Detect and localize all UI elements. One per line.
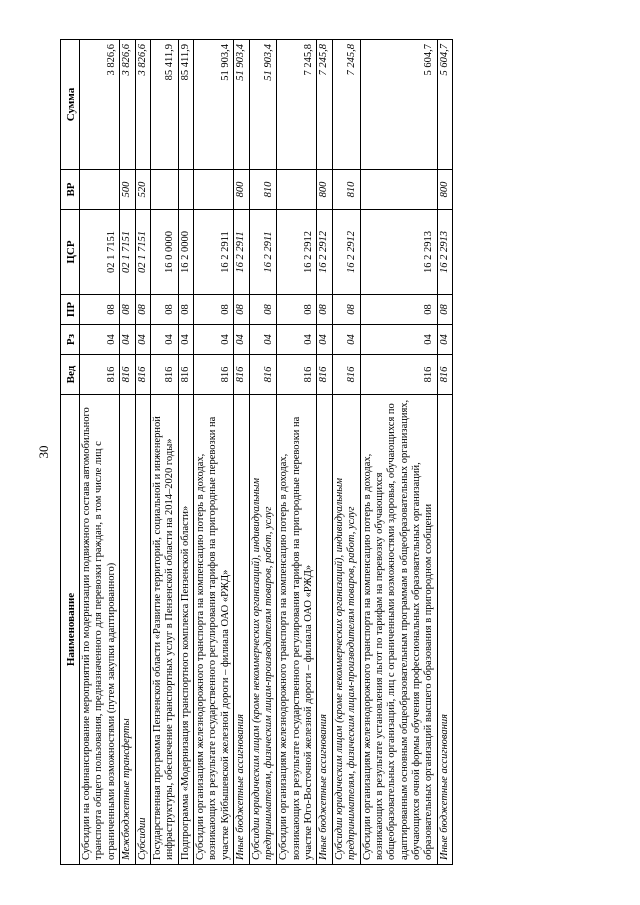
rotated-table-inner [60, 40, 580, 865]
cell-ved: 816 [234, 355, 249, 395]
cell-csr: 02 1 7151 [135, 210, 150, 295]
table-row [178, 40, 193, 865]
cell-sum: 51 903,4 [234, 40, 249, 170]
cell-pr: 08 [360, 295, 437, 325]
table-row [437, 40, 452, 865]
cell-ved: 816 [178, 355, 193, 395]
cell-sum: 51 903,4 [249, 40, 277, 170]
cell-sum: 7 245,8 [317, 40, 332, 170]
cell-rz: 04 [360, 325, 437, 355]
table-row [317, 40, 332, 865]
cell-name: Субсидии на софинансирование мероприятий по модернизации подвижного состава автомобильного транспорта общего пользования, предназначенного для перевозки граждан, в том числе лиц с ограниченными возможностями (путем закупки адаптированного) [80, 395, 120, 865]
table-row [332, 40, 360, 865]
cell-rz: 04 [178, 325, 193, 355]
rotated-table-wrapper [60, 40, 580, 865]
cell-vr [277, 170, 317, 210]
cell-rz: 04 [332, 325, 360, 355]
table-row [277, 40, 317, 865]
cell-sum: 7 245,8 [332, 40, 360, 170]
cell-pr: 08 [332, 295, 360, 325]
cell-vr [360, 170, 437, 210]
table-row [150, 40, 178, 865]
cell-csr: 02 1 7151 [120, 210, 135, 295]
cell-vr [178, 170, 193, 210]
cell-csr: 02 1 7151 [80, 210, 120, 295]
header-rz: Рз [61, 325, 80, 355]
cell-ved: 816 [360, 355, 437, 395]
cell-ved: 816 [317, 355, 332, 395]
table-row [120, 40, 135, 865]
cell-csr: 16 2 2913 [437, 210, 452, 295]
cell-vr: 810 [249, 170, 277, 210]
cell-ved: 816 [249, 355, 277, 395]
cell-rz: 04 [194, 325, 234, 355]
cell-csr: 16 2 2912 [317, 210, 332, 295]
cell-vr: 800 [437, 170, 452, 210]
cell-ved: 816 [120, 355, 135, 395]
header-name: Наименование [61, 395, 80, 865]
cell-name: Субсидии организациям железнодорожного транспорта на компенсацию потерь в доходах, возникающих в результате установления льгот по тарифам на перевозку обучающихся общеобразовательных организаций, лиц с ограниченными возможностями здоровья, обучающихся по адаптированным основным общеобразовательным программам в общеобразовательных организациях, обучающихся очной формы обучения профессиональных образовательных организаций, образовательных организаций высшего образования в пригородном сообщении [360, 395, 437, 865]
cell-vr [194, 170, 234, 210]
budget-table [60, 39, 453, 865]
cell-pr: 08 [150, 295, 178, 325]
cell-rz: 04 [80, 325, 120, 355]
cell-name: Межбюджетные трансферты [120, 395, 135, 865]
cell-name: Субсидии [135, 395, 150, 865]
cell-csr: 16 2 2911 [249, 210, 277, 295]
cell-pr: 08 [277, 295, 317, 325]
header-sum: Сумма [61, 40, 80, 170]
cell-sum: 51 903,4 [194, 40, 234, 170]
cell-pr: 08 [249, 295, 277, 325]
cell-rz: 04 [317, 325, 332, 355]
cell-name: Иные бюджетные ассигнования [437, 395, 452, 865]
cell-sum: 5 604,7 [437, 40, 452, 170]
header-ved: Вед [61, 355, 80, 395]
cell-sum: 3 826,6 [80, 40, 120, 170]
cell-pr: 08 [437, 295, 452, 325]
table-row [194, 40, 234, 865]
cell-csr: 16 2 2912 [277, 210, 317, 295]
cell-pr: 08 [194, 295, 234, 325]
cell-name: Субсидии организациям железнодорожного транспорта на компенсацию потерь в доходах, возникающих в результате государственного регулирования тарифов на пригородные перевозки на участке Куйбышевской железной дороги – филиала ОАО «РЖД» [194, 395, 234, 865]
cell-pr: 08 [120, 295, 135, 325]
cell-csr: 16 2 0000 [178, 210, 193, 295]
cell-sum: 5 604,7 [360, 40, 437, 170]
cell-name: Государственная программа Пензенской области «Развитие территорий, социальной и инженерной инфраструктуры, обеспечение транспортных услуг в Пензенской области на 2014–2020 годы» [150, 395, 178, 865]
table-row [135, 40, 150, 865]
cell-pr: 08 [135, 295, 150, 325]
cell-name: Субсидии организациям железнодорожного транспорта на компенсацию потерь в доходах, возникающих в результате государственного регулирования тарифов на пригородные перевозки на участке Юго-Восточной железной дороги – филиала ОАО «РЖД» [277, 395, 317, 865]
cell-csr: 16 2 2911 [234, 210, 249, 295]
cell-pr: 08 [317, 295, 332, 325]
cell-name: Подпрограмма «Модернизация транспортного комплекса Пензенской области» [178, 395, 193, 865]
cell-csr: 16 2 2911 [194, 210, 234, 295]
cell-vr: 500 [120, 170, 135, 210]
cell-pr: 08 [234, 295, 249, 325]
cell-csr: 16 2 2913 [360, 210, 437, 295]
table-body [80, 40, 453, 865]
cell-rz: 04 [234, 325, 249, 355]
cell-rz: 04 [249, 325, 277, 355]
cell-vr: 800 [234, 170, 249, 210]
cell-rz: 04 [135, 325, 150, 355]
header-pr: ПР [61, 295, 80, 325]
cell-vr [80, 170, 120, 210]
cell-name: Иные бюджетные ассигнования [234, 395, 249, 865]
cell-csr: 16 2 2912 [332, 210, 360, 295]
cell-rz: 04 [150, 325, 178, 355]
header-vr: ВР [61, 170, 80, 210]
cell-csr: 16 0 0000 [150, 210, 178, 295]
table-header-row [61, 40, 80, 865]
cell-vr: 520 [135, 170, 150, 210]
cell-vr: 800 [317, 170, 332, 210]
table-row [249, 40, 277, 865]
cell-sum: 3 826,6 [135, 40, 150, 170]
cell-ved: 816 [135, 355, 150, 395]
cell-ved: 816 [277, 355, 317, 395]
cell-sum: 85 411,9 [178, 40, 193, 170]
cell-rz: 04 [277, 325, 317, 355]
cell-name: Иные бюджетные ассигнования [317, 395, 332, 865]
cell-sum: 7 245,8 [277, 40, 317, 170]
cell-pr: 08 [80, 295, 120, 325]
cell-vr: 810 [332, 170, 360, 210]
cell-sum: 3 826,6 [120, 40, 135, 170]
table-row [80, 40, 120, 865]
cell-rz: 04 [120, 325, 135, 355]
cell-ved: 816 [437, 355, 452, 395]
cell-sum: 85 411,9 [150, 40, 178, 170]
cell-vr [150, 170, 178, 210]
table-row [234, 40, 249, 865]
cell-ved: 816 [150, 355, 178, 395]
cell-name: Субсидии юридическим лицам (кроме некоммерческих организаций), индивидуальным предпринимателям, физическим лицам-производителям товаров, работ, услуг [332, 395, 360, 865]
cell-ved: 816 [80, 355, 120, 395]
cell-pr: 08 [178, 295, 193, 325]
cell-ved: 816 [332, 355, 360, 395]
header-csr: ЦСР [61, 210, 80, 295]
page-number: 30 [36, 445, 51, 459]
cell-ved: 816 [194, 355, 234, 395]
cell-rz: 04 [437, 325, 452, 355]
cell-name: Субсидии юридическим лицам (кроме некоммерческих организаций), индивидуальным предпринимателям, физическим лицам-производителям товаров, работ, услуг [249, 395, 277, 865]
table-row [360, 40, 437, 865]
